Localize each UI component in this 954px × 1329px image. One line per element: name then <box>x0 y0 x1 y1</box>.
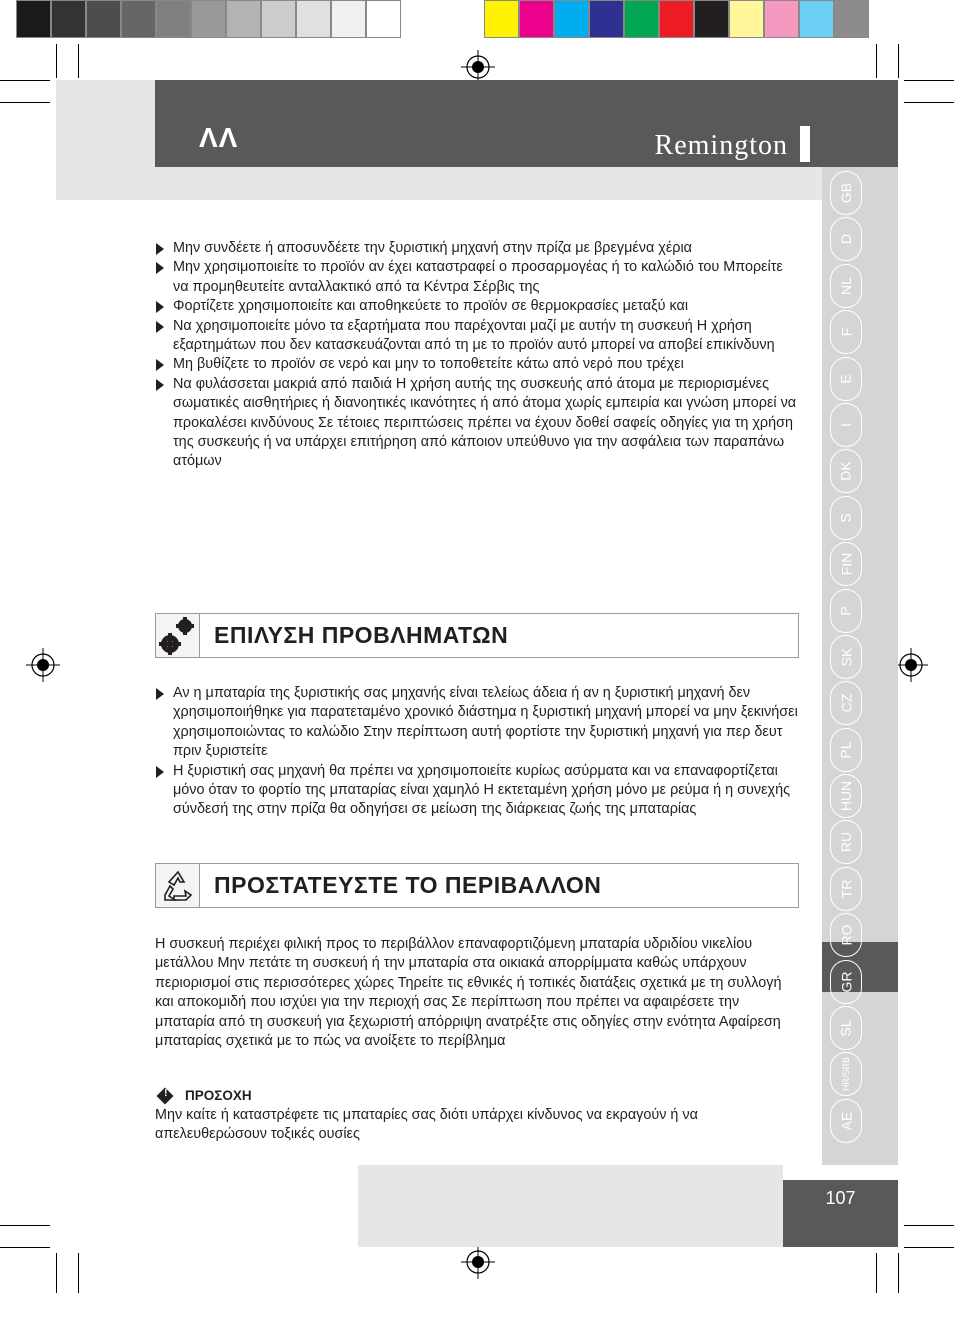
language-tab-sk[interactable] <box>830 635 862 679</box>
language-tab-label: PL <box>838 741 854 759</box>
language-tab-pl[interactable] <box>830 728 862 772</box>
crop-mark <box>0 1225 50 1226</box>
list-item: Να χρησιμοποιείτε μόνο τα εξαρτήματα που παρέχονται μαζί με αυτήν τη συσκευή Η χρήση εξαρτημάτων που δεν κατασκευάζονται από τη με το προϊόν αυτό μπορεί να αποβεί επικίνδυνη <box>155 317 800 356</box>
list-item: Μη βυθίζετε το προϊόν σε νερό και μην το τοποθετείτε κάτω από νερό που τρέχει <box>155 355 800 374</box>
language-tab-label: CZ <box>837 693 854 713</box>
brand-logo-bar <box>800 126 810 162</box>
color-swatch <box>519 0 554 38</box>
crop-mark <box>904 80 954 81</box>
gears-icon <box>156 614 200 657</box>
language-tab-label: FIN <box>838 552 854 576</box>
color-swatch <box>191 0 226 38</box>
language-tab-hun[interactable] <box>830 774 862 818</box>
color-swatch <box>226 0 261 38</box>
language-tab-s[interactable] <box>830 496 862 540</box>
language-tab-ru[interactable] <box>830 820 862 864</box>
list-item: Μην χρησιμοποιείτε το προϊόν αν έχει καταστραφεί ο προσαρμογέας ή το καλώδιό του Μπορείτε να προμηθευτείτε ανταλλακτικό από τα Κέντρα Σέρβις της <box>155 258 800 297</box>
color-swatch <box>764 0 799 38</box>
list-item: Αν η μπαταρία της ξυριστικής σας μηχανής είναι τελείως άδεια ή αν η ξυριστική μηχανή δεν χρησιμοποιήθηκε για παρατεταμένο χρονικό διάστημα η ξυριστική μηχανή μπορεί να μην ξεκινήσει χρησιμοποιώντας το καλώδιο Στην περίπτωση αυτή φορτίστε την ξυριστική μηχανή για περ δευτ πριν ξυριστείτε <box>155 684 800 762</box>
language-tab-label: DK <box>837 461 854 482</box>
color-swatch <box>589 0 624 38</box>
language-tab-gb[interactable] <box>830 171 862 215</box>
color-swatch <box>121 0 156 38</box>
crop-mark <box>904 1225 954 1226</box>
crop-mark <box>876 44 877 78</box>
list-item: Φορτίζετε χρησιμοποιείτε και αποθηκεύετε το προϊόν σε θερμοκρασίες μεταξύ και <box>155 297 800 316</box>
registration-mark-icon <box>894 648 928 682</box>
language-tab-dk[interactable] <box>830 449 862 493</box>
language-tab-label: TR <box>837 879 854 899</box>
crop-mark <box>0 102 50 103</box>
language-tab-gr[interactable] <box>830 960 862 1004</box>
language-tab-label: RO <box>838 924 854 946</box>
section-title: ΕΠΙΛΥΣΗ ΠΡΟΒΛΗΜΑΤΩΝ <box>214 622 509 648</box>
language-tab-label: S <box>838 513 854 523</box>
troubleshooting-header <box>155 613 799 658</box>
crop-mark <box>876 1253 877 1293</box>
language-tab-label: I <box>837 423 854 427</box>
language-tab-f[interactable] <box>830 310 862 354</box>
color-bar-greys <box>16 0 401 40</box>
crop-mark <box>0 1247 50 1248</box>
troubleshooting-bullet-list <box>155 684 800 820</box>
language-tab-label: HR/SRB <box>841 1057 852 1092</box>
language-tab-cz[interactable] <box>830 681 862 725</box>
language-tab-label: SK <box>838 647 854 667</box>
language-tab-label: GR <box>838 971 854 993</box>
language-tab-p[interactable] <box>830 589 862 633</box>
warning-icon <box>157 1087 174 1104</box>
crop-mark <box>898 44 899 78</box>
language-tab-label: P <box>838 605 854 616</box>
language-tab-label: AE <box>838 1111 854 1131</box>
footer-band <box>358 1165 783 1247</box>
language-tab-label: GB <box>837 182 854 204</box>
environment-header <box>155 863 799 908</box>
list-item: Να φυλάσσεται μακριά από παιδιά Η χρήση αυτής της συσκευής από άτομα με περιορισμένες σωματικές αισθητήριες ή διανοητικές ικανότητες ή από άτομα χωρίς εμπειρία και γνώση μπορεί να προκαλέσει κινδύνους Σε τέτοιες περιπτώσεις πρέπει να έχουν δοθεί σαφείς οδηγίες για τη χρήση της συσκευής ή να υπάρχει επιτήρηση από κάποιον υπεύθυνο για την ασφάλεια των παραπάνω ατόμων <box>155 375 800 472</box>
crop-mark <box>898 1253 899 1293</box>
color-swatch <box>261 0 296 38</box>
crop-mark <box>78 1253 79 1293</box>
color-bar-colors <box>484 0 869 40</box>
list-item: Η ξυριστική σας μηχανή θα πρέπει να χρησιμοποιείτε κυρίως ασύρματα και να επαναφορτίζεται μόνο όταν το φορτίο της μπαταρίας είναι χαμηλό Η εκτεταμένη χρήση μόνο με ρεύμα ή η συνεχής σύνδεσή της στην πρίζα θα οδηγήσει σε μείωση της διάρκειας ζωής της μπαταρίας <box>155 762 800 820</box>
language-tab-fin[interactable] <box>830 542 862 586</box>
color-swatch <box>16 0 51 38</box>
color-swatch <box>156 0 191 38</box>
crop-mark <box>78 44 79 78</box>
color-swatch <box>834 0 869 38</box>
crop-mark <box>904 1247 954 1248</box>
crop-mark <box>56 44 57 78</box>
language-tab-label: RU <box>837 832 854 853</box>
language-code: ΛΛ <box>199 122 239 153</box>
registration-mark-icon <box>461 50 495 84</box>
environment-paragraph: Η συσκευή περιέχει φιλική προς το περιβάλλον επαναφορτιζόμενη μπαταρία υδριδίου νικελίου μετάλλου Μην πετάτε τη συσκευή ή την μπαταρία στα οικιακά απορρίμματα καθώς υπάρχουν περιορισμοί στις περισσότερες χώρες Τηρείτε τις εθνικές ή τοπικές διατάξεις σχετικά με τη συλλογή και αποκομιδή που ισχύει για την περιοχή σας Σε περίπτωση που πρέπει να αφαιρέσετε την μπαταρία από τη συσκευή για ξεχωριστή απόρριψη ανατρέξτε στις οδηγίες στην ενότητα Αφαίρεση μπαταρίας σχετικά με το πώς να ανοίξετε το περίβλημα <box>155 936 782 1050</box>
color-swatch <box>799 0 834 38</box>
language-tab-tr[interactable] <box>830 867 862 911</box>
color-swatch <box>694 0 729 38</box>
caution-text: Μην καίτε ή καταστρέφετε τις μπαταρίες σας διότι υπάρχει κίνδυνος να εκραγούν ή να απελευθερώσουν τοξικές ουσίες <box>155 1107 698 1143</box>
language-tab-nl[interactable] <box>830 264 862 308</box>
language-tab-label: NL <box>838 276 854 295</box>
color-swatch <box>366 0 401 38</box>
language-tab-ae[interactable] <box>830 1099 862 1143</box>
recycle-icon <box>156 864 200 907</box>
color-swatch <box>554 0 589 38</box>
color-swatch <box>659 0 694 38</box>
language-tab-d[interactable] <box>830 217 862 261</box>
color-swatch <box>484 0 519 38</box>
language-tab-label: F <box>838 327 854 337</box>
safety-bullet-list <box>155 239 800 472</box>
language-tab-hr-srb[interactable] <box>830 1052 862 1096</box>
registration-mark-icon <box>461 1245 495 1279</box>
crop-mark <box>904 102 954 103</box>
color-swatch <box>624 0 659 38</box>
language-tab-sl[interactable] <box>830 1006 862 1050</box>
color-swatch <box>51 0 86 38</box>
page-header <box>155 80 898 167</box>
language-tab-ro[interactable] <box>830 913 862 957</box>
crop-mark <box>0 80 50 81</box>
language-tab-i[interactable] <box>830 403 862 447</box>
language-tab-label: E <box>838 373 854 384</box>
list-item: Μην συνδέετε ή αποσυνδέετε την ξυριστική μηχανή στην πρίζα με βρεγμένα χέρια <box>155 239 800 258</box>
caution-heading <box>155 1088 252 1103</box>
caution-label: ΠΡΟΣΟΧΗ <box>185 1088 252 1103</box>
section-title: ΠΡΟΣΤΑΤΕΥΣΤΕ ΤΟ ΠΕΡΙΒΑΛΛΟΝ <box>214 872 602 898</box>
page-number: 107 <box>783 1180 898 1247</box>
brand-logo: Remington <box>654 130 788 161</box>
color-swatch <box>729 0 764 38</box>
color-swatch <box>86 0 121 38</box>
registration-mark-icon <box>26 648 60 682</box>
language-tab-e[interactable] <box>830 357 862 401</box>
crop-mark <box>56 1253 57 1293</box>
language-tab-label: D <box>838 234 854 245</box>
color-swatch <box>331 0 366 38</box>
language-tab-label: HUN <box>838 780 854 812</box>
language-tab-label: SL <box>838 1019 854 1037</box>
color-swatch <box>296 0 331 38</box>
language-tabs <box>830 171 864 1145</box>
